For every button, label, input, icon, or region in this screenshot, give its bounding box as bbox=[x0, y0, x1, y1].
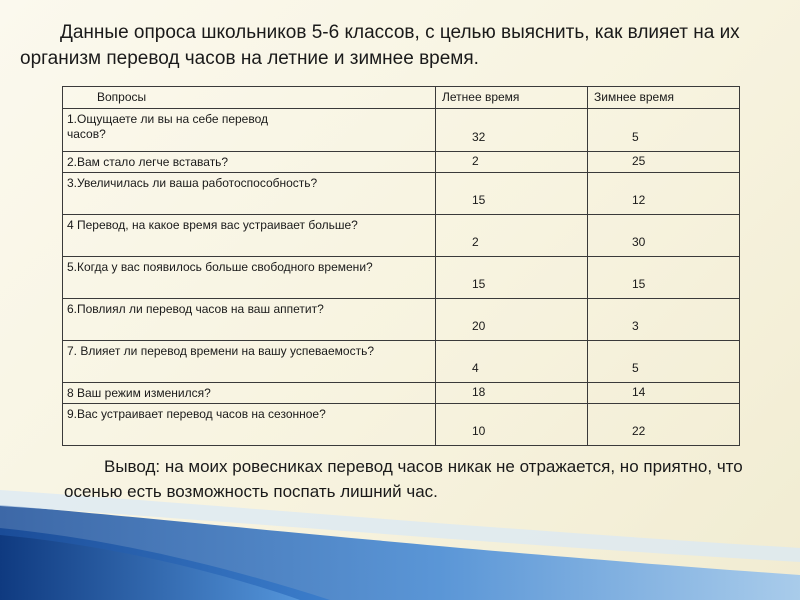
table-row bbox=[63, 173, 740, 215]
summer-cell: 32 bbox=[436, 109, 588, 152]
summer-cell: 2 bbox=[436, 215, 588, 257]
header-summer: Летнее время bbox=[436, 87, 588, 109]
summer-cell: 4 bbox=[436, 341, 588, 383]
table-row bbox=[63, 341, 740, 383]
header-winter: Зимнее время bbox=[588, 87, 740, 109]
winter-cell: 15 bbox=[588, 257, 740, 299]
table-row bbox=[63, 215, 740, 257]
winter-cell: 30 bbox=[588, 215, 740, 257]
table-row bbox=[63, 152, 740, 173]
question-cell: 5.Когда у вас появилось больше свободного времени? bbox=[63, 257, 436, 299]
header-questions: Вопросы bbox=[63, 87, 436, 109]
winter-cell: 5 bbox=[588, 109, 740, 152]
table-row bbox=[63, 404, 740, 446]
question-cell: 3.Увеличилась ли ваша работоспособность? bbox=[63, 173, 436, 215]
question-cell: 9.Вас устраивает перевод часов на сезонное? bbox=[63, 404, 436, 446]
table-row bbox=[63, 257, 740, 299]
question-cell: 6.Повлиял ли перевод часов на ваш аппетит? bbox=[63, 299, 436, 341]
question-cell: 4 Перевод, на какое время вас устраивает больше? bbox=[63, 215, 436, 257]
question-cell: 2.Вам стало легче вставать? bbox=[63, 152, 436, 173]
winter-cell: 12 bbox=[588, 173, 740, 215]
winter-cell: 5 bbox=[588, 341, 740, 383]
table-row bbox=[63, 383, 740, 404]
winter-cell: 25 bbox=[588, 152, 740, 173]
survey-table bbox=[62, 86, 740, 446]
winter-cell: 14 bbox=[588, 383, 740, 404]
question-cell: 7. Влияет ли перевод времени на вашу успеваемость? bbox=[63, 341, 436, 383]
summer-cell: 18 bbox=[436, 383, 588, 404]
table-row bbox=[63, 299, 740, 341]
summer-cell: 2 bbox=[436, 152, 588, 173]
table-header-row bbox=[63, 87, 740, 109]
summer-cell: 15 bbox=[436, 173, 588, 215]
summer-cell: 20 bbox=[436, 299, 588, 341]
summer-cell: 10 bbox=[436, 404, 588, 446]
conclusion-text: Вывод: на моих ровесниках перевод часов никак не отражается, но приятно, что осенью есть возможность поспать лишний час. bbox=[64, 457, 743, 501]
summer-cell: 15 bbox=[436, 257, 588, 299]
table-row bbox=[63, 109, 740, 152]
question-cell: 1.Ощущаете ли вы на себе перевод часов? bbox=[63, 109, 436, 152]
question-cell: 8 Ваш режим изменился? bbox=[63, 383, 436, 404]
winter-cell: 22 bbox=[588, 404, 740, 446]
winter-cell: 3 bbox=[588, 299, 740, 341]
intro-text: Данные опроса школьников 5-6 классов, с целью выяснить, как влияет на их организм перевод часов на летние и зимнее время. bbox=[20, 22, 740, 69]
